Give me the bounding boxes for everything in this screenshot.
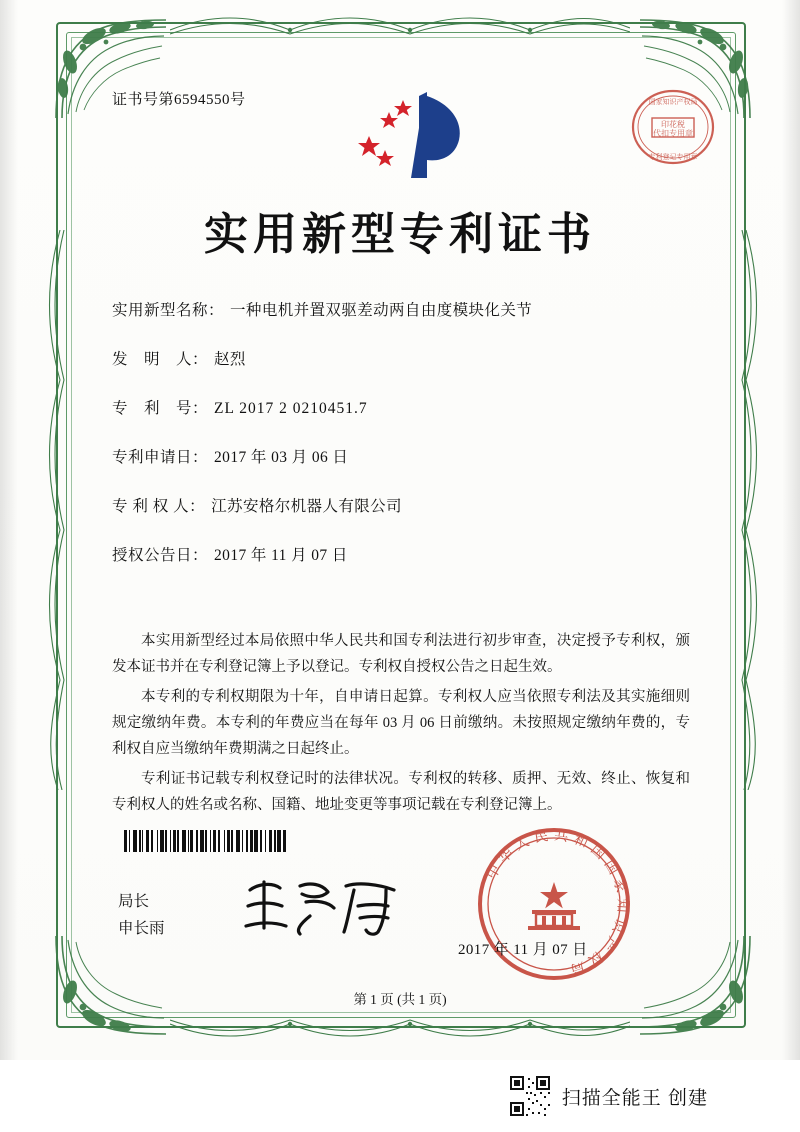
field-value: ZL 2017 2 0210451.7 <box>214 400 368 417</box>
svg-text:印花税: 印花税 <box>661 120 685 129</box>
field-row-patent-number <box>112 396 692 418</box>
field-label: 授权公告日： <box>112 547 209 564</box>
field-label: 实用新型名称： <box>112 302 225 319</box>
svg-text:专利登记专用章: 专利登记专用章 <box>648 154 698 161</box>
border-ornament-left <box>42 230 66 790</box>
scanner-watermark-text: 扫描全能王 创建 <box>561 1087 708 1109</box>
qr-code-icon <box>508 1074 552 1118</box>
field-value: 2017 年 11 月 07 日 <box>214 547 348 564</box>
svg-text:中华人民共和国国家知识产权局: 中华人民共和国国家知识产权局 <box>482 826 632 981</box>
field-row-application-date <box>112 445 692 467</box>
scan-edge-shadow-right <box>782 0 800 1060</box>
field-label: 专利申请日： <box>112 449 209 466</box>
handwritten-signature <box>238 872 408 940</box>
field-label: 专 利 权 人： <box>112 498 206 515</box>
svg-text:国家知识产权局: 国家知识产权局 <box>648 99 698 106</box>
scanner-watermark-bar <box>0 1060 800 1132</box>
field-label: 专 利 号： <box>112 400 209 417</box>
field-row-patentee <box>112 494 692 516</box>
field-value: 一种电机并置双驱差动两自由度模块化关节 <box>230 302 533 319</box>
page-title: 实用新型专利证书 <box>204 210 596 259</box>
director-name-label: 申长雨 <box>118 920 165 937</box>
barcode <box>124 830 324 852</box>
official-round-seal <box>470 820 638 988</box>
registration-stamp-icon <box>630 88 716 166</box>
field-row-grant-date <box>112 543 692 565</box>
field-value: 2017 年 03 月 06 日 <box>214 449 349 466</box>
signature-block <box>118 888 165 942</box>
fields-list <box>112 298 692 592</box>
field-value: 江苏安格尔机器人有限公司 <box>211 498 402 515</box>
corner-flourish-bottom-right-icon <box>636 930 756 1040</box>
sipo-logo-icon <box>355 88 475 186</box>
corner-flourish-bottom-left-icon <box>50 930 170 1040</box>
body-paragraph-3: 专利证书记载专利权登记时的法律状况。专利权的转移、质押、无效、终止、恢复和专利权人的姓名或名称、国籍、地址变更等事项记载在专利登记簿上。 <box>112 771 690 813</box>
director-role-label: 局长 <box>118 893 150 910</box>
scan-edge-shadow-left <box>0 0 18 1060</box>
border-ornament-top <box>170 10 630 36</box>
field-label: 发 明 人： <box>112 351 209 368</box>
certificate-number: 证书号第6594550号 <box>112 92 246 108</box>
page-count: 第 1 页 (共 1 页) <box>353 992 447 1007</box>
field-row-invention-name <box>112 298 692 320</box>
body-paragraph-2: 本专利的专利权期限为十年，自申请日起算。专利权人应当依照专利法及其实施细则规定缴纳年费。本专利的年费应当在每年 03 月 06 日前缴纳。未按照规定缴纳年费的，专利权自应当缴纳年费期满之日起终止。 <box>112 689 690 757</box>
field-row-inventor <box>112 347 692 369</box>
seal-date: 2017 年 11 月 07 日 <box>458 942 588 958</box>
body-paragraph-1: 本实用新型经过本局依照中华人民共和国专利法进行初步审查，决定授予专利权，颁发本证书并在专利登记簿上予以登记。专利权自授权公告之日起生效。 <box>112 633 690 675</box>
border-ornament-bottom <box>170 1018 630 1044</box>
border-ornament-right <box>740 230 764 790</box>
field-value: 赵烈 <box>214 351 246 368</box>
body-text <box>112 628 690 822</box>
svg-text:代扣专用章: 代扣专用章 <box>653 129 693 138</box>
